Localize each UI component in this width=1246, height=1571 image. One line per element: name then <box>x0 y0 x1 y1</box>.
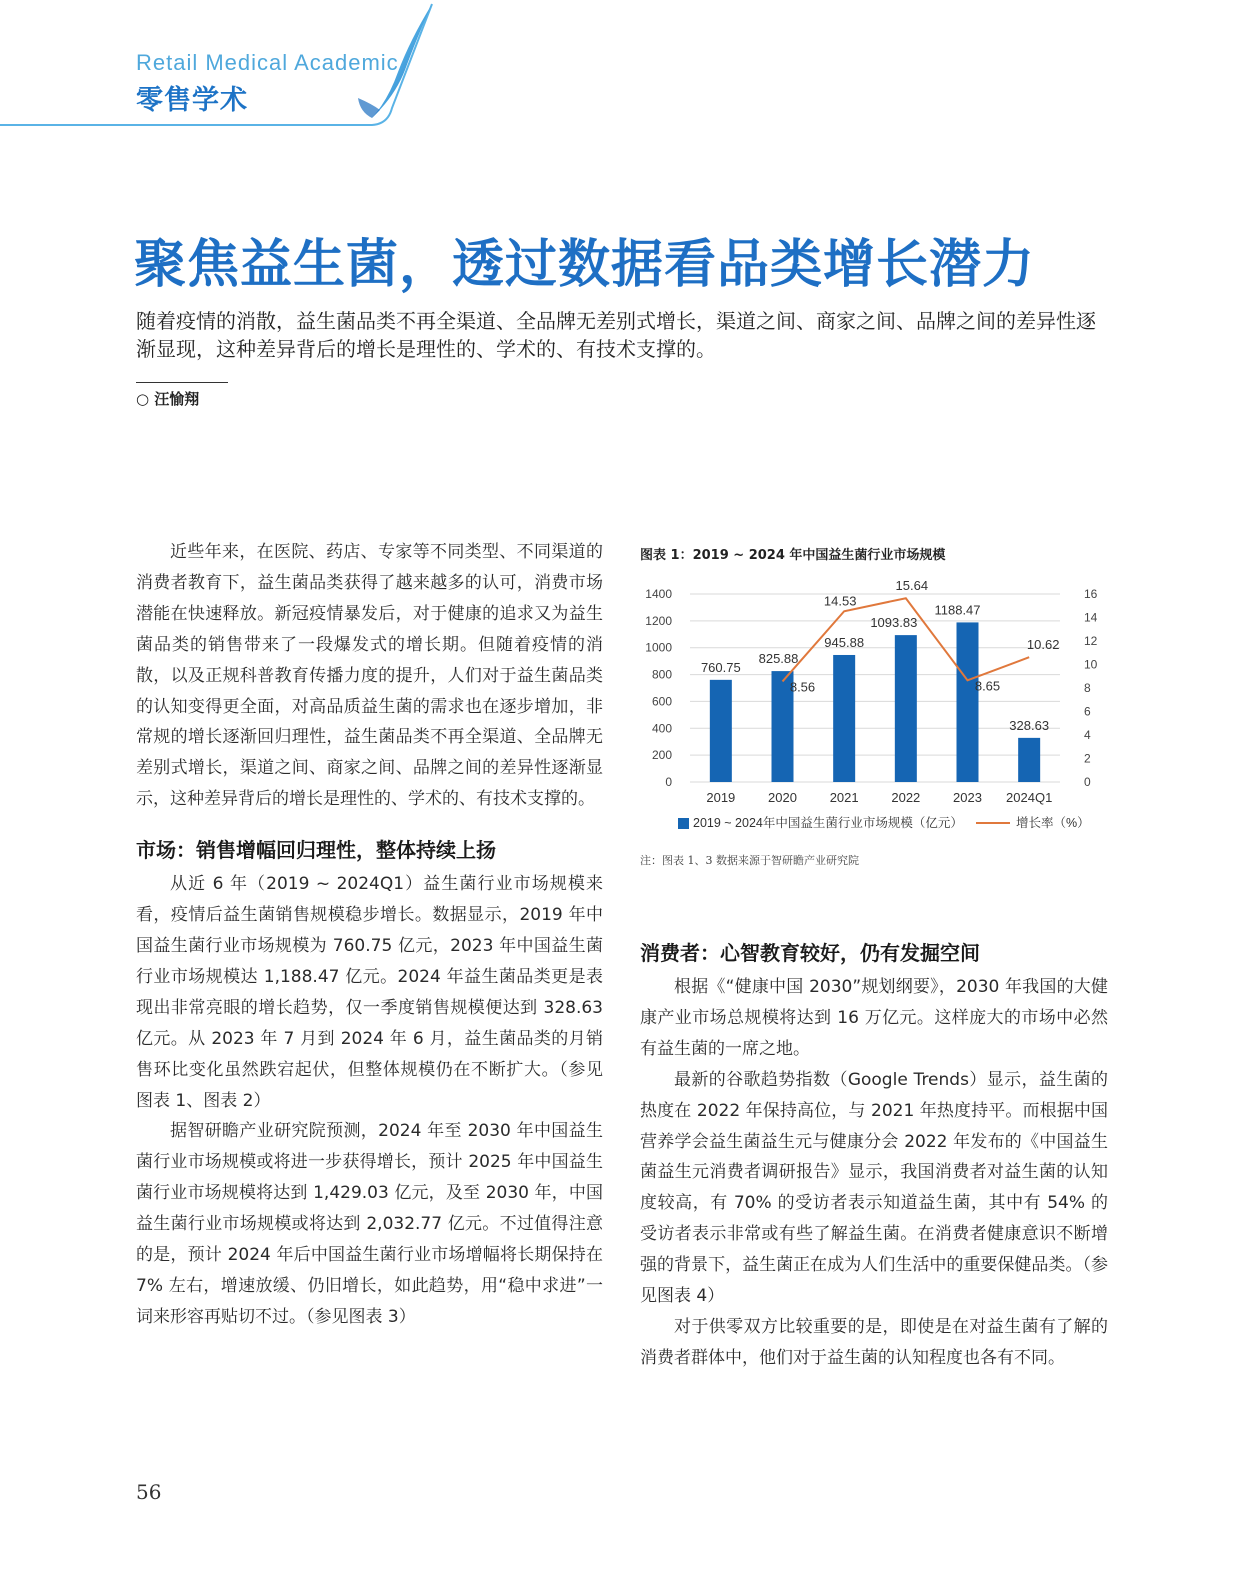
bar-data-label: 760.75 <box>700 659 741 675</box>
left-column <box>136 537 603 1333</box>
y-right-tick-label: 4 <box>1084 728 1091 742</box>
author-byline: ○ 汪愉翔 <box>136 390 200 408</box>
bar-data-label: 945.88 <box>824 634 865 650</box>
page-number: 56 <box>136 1480 162 1504</box>
paragraph-market-size: 从近 6 年（2019 ~ 2024Q1）益生菌行业市场规模来看，疫情后益生菌销售规模稳步增长。数据显示，2019 年中国益生菌行业市场规模为 760.75 亿元，2023 年中国益生菌行业市场规模达 1,188.47 亿元。2024 年益生菌品类更是表现出非常亮眼的增长趋势，仅一季度销售规模便达到 328.63 亿元。从 2023 年 7 月到 2024 年 6 月，益生菌品类的月销售环比变化虽然跌宕起伏，但整体规模仍在不断扩大。（参见图表 1、图表 2） <box>136 874 603 1111</box>
y-left-tick-label: 400 <box>651 721 672 736</box>
y-left-tick-label: 600 <box>651 694 672 709</box>
header-chinese-label: 零售学术 <box>136 85 248 116</box>
growth-data-label: 14.53 <box>823 593 857 609</box>
legend-bar-label: 2019 ~ 2024年中国益生菌行业市场规模（亿元） <box>693 816 963 830</box>
growth-data-label: 8.65 <box>974 678 1001 694</box>
x-tick-label: 2020 <box>768 790 797 805</box>
y-right-tick-label: 14 <box>1084 610 1098 625</box>
y-right-tick-label: 6 <box>1084 704 1091 719</box>
y-left-tick-label: 0 <box>665 775 672 789</box>
article-title: 聚焦益生菌，透过数据看品类增长潜力 <box>134 235 1036 295</box>
y-left-tick-label: 1200 <box>645 613 672 628</box>
right-column <box>640 936 1108 1374</box>
bar-2023 <box>957 622 979 782</box>
x-tick-label: 2022 <box>891 790 921 805</box>
y-right-tick-label: 12 <box>1084 634 1098 648</box>
legend-bar-swatch <box>678 818 689 829</box>
x-tick-label: 2023 <box>953 790 982 805</box>
growth-data-label: 8.56 <box>789 679 816 695</box>
bar-2022 <box>895 635 917 782</box>
paragraph-health-market: 根据《“健康中国 2030”规划纲要》，2030 年我国的大健康产业市场总规模将达到 16 万亿元。这样庞大的市场中必然有益生菌的一席之地。 <box>640 977 1108 1059</box>
article-subtitle: 随着疫情的消散，益生菌品类不再全渠道、全品牌无差别式增长，渠道之间、商家之间、品牌之间的差异性逐渐显现，这种差异背后的增长是理性的、学术的、有技术支撑的。 <box>136 309 1096 361</box>
y-left-tick-label: 1000 <box>645 640 672 655</box>
section-heading-consumer: 消费者：心智教育较好，仍有发掘空间 <box>640 941 980 965</box>
paragraph-cognition: 对于供零双方比较重要的是，即使是在对益生菌有了解的消费者群体中，他们对于益生菌的认知程度也各有不同。 <box>640 1316 1108 1368</box>
bar-2019 <box>710 680 732 782</box>
y-right-tick-label: 16 <box>1084 587 1098 601</box>
x-tick-label: 2019 <box>706 790 736 805</box>
x-tick-label: 2024Q1 <box>1006 790 1053 805</box>
author-divider <box>136 382 228 383</box>
bar-data-label: 1188.47 <box>934 602 981 618</box>
x-tick-label: 2021 <box>829 790 859 805</box>
bar-2024Q1 <box>1018 738 1040 782</box>
chart-source-note: 注：图表 1、3 数据来源于智研瞻产业研究院 <box>640 854 859 867</box>
chart-title: 图表 1：2019 ~ 2024 年中国益生菌行业市场规模 <box>640 548 946 563</box>
paragraph-market-forecast: 据智研瞻产业研究院预测，2024 年至 2030 年中国益生菌行业市场规模或将进一步获得增长，预计 2025 年中国益生菌行业市场规模将达到 1,429.03 亿元，及至 2030 年，中国益生菌行业市场规模或将达到 2,032.77 亿元。不过值得注意的是，预计 2024 年后中国益生菌行业市场增幅将长期保持在 7% 左右，增速放缓、仍旧增长，如此趋势，用“稳中求进”一词来形容再贴切不过。（参见图表 3） <box>136 1121 603 1327</box>
bar-data-label: 328.63 <box>1009 717 1050 733</box>
bar-data-label: 825.88 <box>758 651 799 667</box>
y-left-tick-label: 200 <box>651 748 672 763</box>
paragraph-google-trends: 最新的谷歌趋势指数（Google Trends）显示，益生菌的热度在 2022 年保持高位，与 2021 年热度持平。而根据中国营养学会益生菌益生元与健康分会 2022 年发布的《中国益生菌益生元消费者调研报告》显示，我国消费者对益生菌的认知度较高，有 70% 的受访者表示知道益生菌，其中有 54% 的受访者表示非常或有些了解益生菌。在消费者健康意识不断增强的背景下，益生菌正在成为人们生活中的重要保健品类。（参见图表 4） <box>640 1069 1108 1307</box>
paragraph-intro: 近些年来，在医院、药店、专家等不同类型、不同渠道的消费者教育下，益生菌品类获得了越来越多的认可，消费市场潜能在快速释放。新冠疫情暴发后，对于健康的追求又为益生菌品类的销售带来了一段爆发式的增长期。但随着疫情的消散，以及正规科普教育传播力度的提升，人们对于益生菌品类的认知变得更全面，对高品质益生菌的需求也在逐步增加，非常规的增长逐渐回归理性，益生菌品类不再全渠道、全品牌无差别式增长，渠道之间、商家之间、品牌之间的差异性逐渐显示，这种差异背后的增长是理性的、学术的、有技术支撑的。 <box>136 542 603 810</box>
legend-line-label: 增长率（%） <box>1016 816 1090 830</box>
growth-data-label: 15.64 <box>895 578 929 594</box>
growth-data-label: 10.62 <box>1026 637 1060 653</box>
market-size-chart <box>636 578 1106 838</box>
bar-data-label: 1093.83 <box>870 615 918 631</box>
y-right-tick-label: 8 <box>1084 681 1091 695</box>
y-left-tick-label: 1400 <box>645 587 672 601</box>
section-heading-market: 市场：销售增幅回归理性，整体持续上扬 <box>136 838 496 863</box>
y-right-tick-label: 10 <box>1084 657 1098 672</box>
y-right-tick-label: 2 <box>1084 751 1091 766</box>
bar-2021 <box>833 655 855 782</box>
y-left-tick-label: 800 <box>651 667 672 682</box>
y-right-tick-label: 0 <box>1084 775 1091 789</box>
header-english-label: Retail Medical Academic <box>136 50 399 75</box>
